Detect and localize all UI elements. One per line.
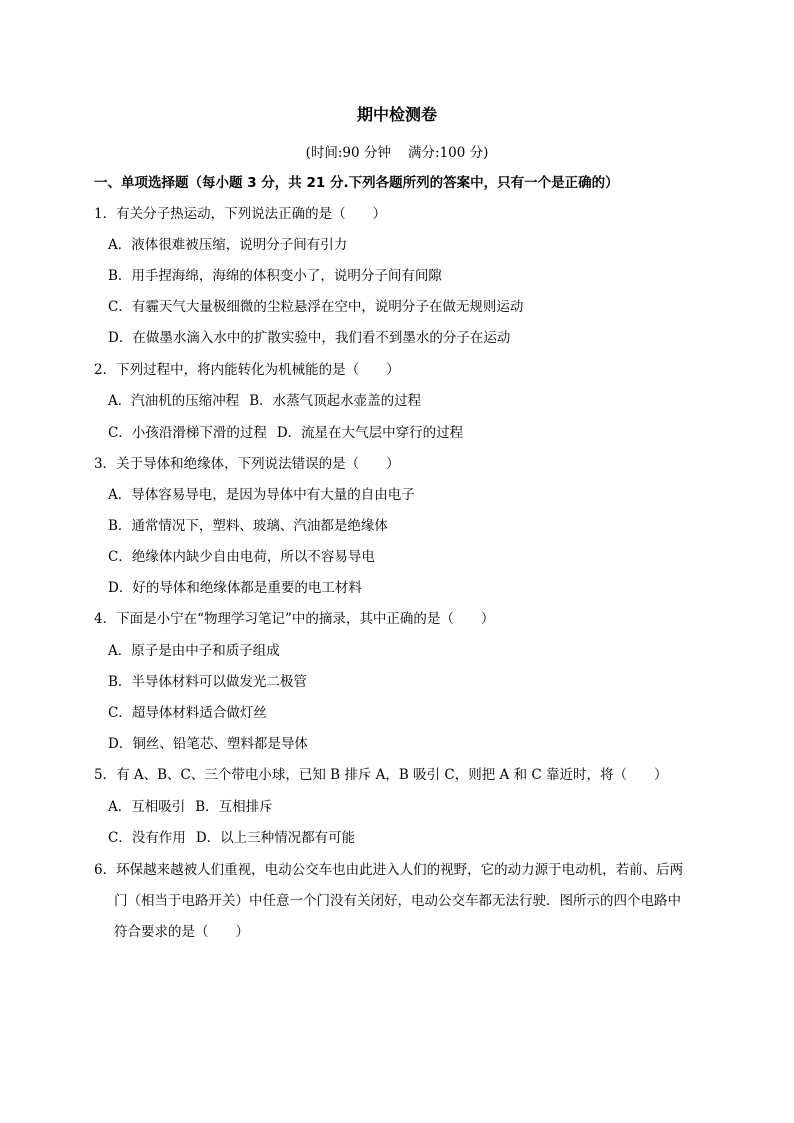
question-5-options-row-2 <box>108 828 355 848</box>
question-2-option-c: C．小孩沿滑梯下滑的过程 <box>108 425 267 441</box>
question-1-option-c: C．有霾天气大量极细微的尘粒悬浮在空中，说明分子在做无规则运动 <box>108 299 524 315</box>
question-4-option-c: C．超导体材料适合做灯丝 <box>108 705 267 721</box>
question-4-option-d: D．铜丝、铅笔芯、塑料都是导体 <box>108 736 308 752</box>
question-5-option-b: B．互相排斥 <box>195 799 273 815</box>
question-1-option-b: B．用手捏海绵，海绵的体积变小了，说明分子间有间隙 <box>108 268 442 284</box>
question-2-options-row-1 <box>108 391 421 411</box>
question-4-option-a: A．原子是由中子和质子组成 <box>108 643 280 659</box>
question-3-option-d: D．好的导体和绝缘体都是重要的电工材料 <box>108 580 362 596</box>
question-3-option-c: C．绝缘体内缺少自由电荷，所以不容易导电 <box>108 549 375 565</box>
question-2-options-row-2 <box>108 423 463 443</box>
question-3-option-a: A．导体容易导电，是因为导体中有大量的自由电子 <box>108 487 415 503</box>
exam-time-score: (时间:90 分钟 满分:100 分) <box>305 145 489 161</box>
question-1-stem: 1．有关分子热运动，下列说法正确的是（ ） <box>94 206 387 222</box>
question-6-stem-line-1: 6．环保越来越被人们重视，电动公交车也由此进入人们的视野，它的动力源于电动机，若前、后两 <box>94 862 684 878</box>
question-5-option-c: C．没有作用 <box>108 830 186 846</box>
question-5-options-row-1 <box>108 797 273 817</box>
question-5-stem: 5．有 A、B、C、三个带电小球，已知 B 排斥 A，B 吸引 C，则把 A 和 C 靠近时，将（ ） <box>94 767 668 783</box>
question-4-stem: 4．下面是小宁在“物理学习笔记”中的摘录，其中正确的是（ ） <box>94 611 495 627</box>
question-5-option-d: D．以上三种情况都有可能 <box>195 830 356 846</box>
question-2-option-d: D．流星在大气层中穿行的过程 <box>276 425 464 441</box>
question-6-stem-line-3: 符合要求的是（ ） <box>114 924 249 940</box>
question-1-option-d: D．在做墨水滴入水中的扩散实验中，我们看不到墨水的分子在运动 <box>108 330 511 346</box>
question-1-option-a: A．液体很难被压缩，说明分子间有引力 <box>108 237 348 253</box>
exam-title: 期中检测卷 <box>356 105 437 124</box>
question-2-stem: 2．下列过程中，将内能转化为机械能的是（ ） <box>94 362 400 378</box>
question-6-stem-line-2: 门（相当于电路开关）中任意一个门没有关闭好，电动公交车都无法行驶．图所示的四个电路中 <box>114 893 681 909</box>
section-heading: 一、单项选择题（每小题 3 分，共 21 分.下列各题所列的答案中，只有一个是正确的） <box>94 175 619 191</box>
question-2-option-b: B．水蒸气顶起水壶盖的过程 <box>249 393 422 409</box>
question-5-option-a: A．互相吸引 <box>108 799 186 815</box>
question-4-option-b: B．半导体材料可以做发光二极管 <box>108 674 307 690</box>
question-3-option-b: B．通常情况下，塑料、玻璃、汽油都是绝缘体 <box>108 518 388 534</box>
question-3-stem: 3．关于导体和绝缘体，下列说法错误的是（ ） <box>94 456 400 472</box>
question-2-option-a: A．汽油机的压缩冲程 <box>108 393 240 409</box>
